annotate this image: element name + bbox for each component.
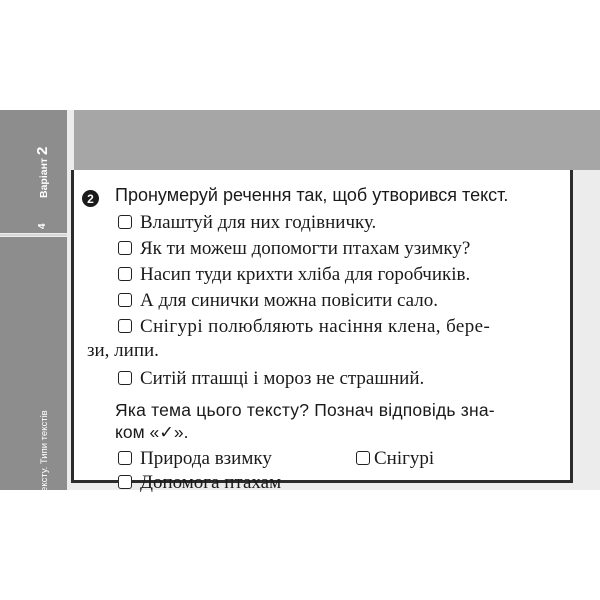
sentence-item[interactable] [118,212,376,234]
sentence-continuation: зи, липи. [87,340,159,361]
sidebar-topic-panel [0,237,67,587]
answer-option[interactable] [118,448,272,470]
task-instruction: Пронумеруй речення так, щоб утворився текст. [115,185,509,205]
sentence-text: Ситій пташці і мороз не страшний. [140,368,425,389]
topic-title: Що таке текст. Мета тексту. Типи текстів [39,410,50,587]
number-box[interactable] [118,371,132,385]
variant-text: Варіант [38,157,50,198]
header-band [74,110,600,170]
checkbox[interactable] [118,451,132,465]
sidebar-variant-panel [0,110,67,233]
number-box[interactable] [118,215,132,229]
sentence-item[interactable] [118,290,438,312]
workbook-page [0,110,600,587]
sentence-text: Як ти можеш допомогти птахам узимку? [140,238,471,259]
sentence-text: Снігурі полюбляють насіння клена, бере- [140,316,491,337]
page-number: 4 [37,223,48,229]
answer-option[interactable] [118,472,281,494]
number-box[interactable] [118,241,132,255]
sentence-text: Влаштуй для них годівничку. [140,212,377,233]
question-line-2: ком «✓». [115,422,189,442]
task-number-badge: 2 [82,190,99,207]
answer-option[interactable] [356,448,434,470]
number-box[interactable] [118,319,132,333]
sentence-item[interactable] [118,264,470,286]
variant-label [34,147,51,198]
sentence-text: Насип туди крихти хліба для горобчиків. [140,264,471,285]
sentence-item[interactable] [118,368,424,390]
option-label: Природа взимку [140,448,272,469]
sentence-item[interactable] [118,316,490,338]
number-box[interactable] [118,293,132,307]
sidebar-divider [0,234,67,236]
sentence-text: А для синички можна повісити сало. [140,290,439,311]
number-box[interactable] [118,267,132,281]
task-card [71,170,573,493]
option-label: Снігурі [374,448,435,469]
question-line-1: Яка тема цього тексту? Познач відповідь зна- [115,400,495,420]
variant-number: 2 [34,146,51,155]
checkbox[interactable] [356,451,370,465]
checkbox[interactable] [118,475,132,489]
option-label: Допомога птахам [140,472,282,493]
sentence-item[interactable] [118,238,470,260]
